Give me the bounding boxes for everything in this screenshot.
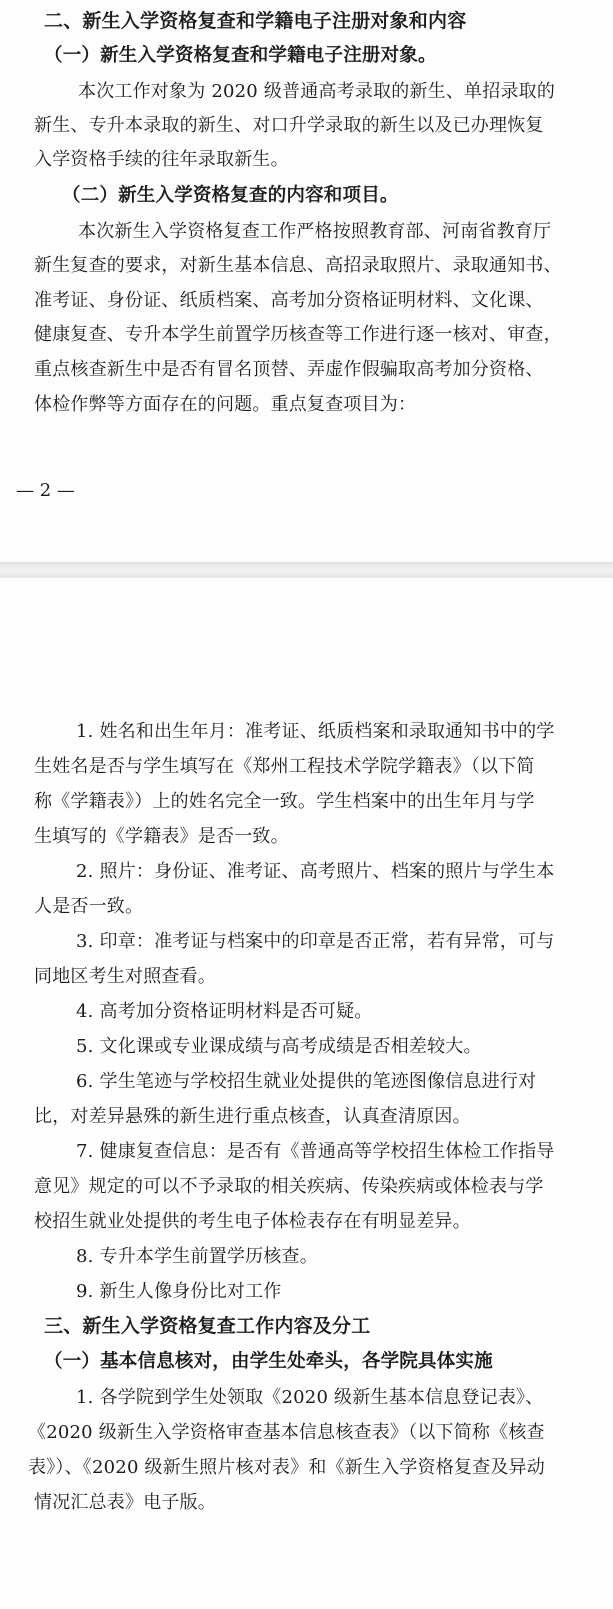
list-item: 2. 照片：身份证、准考证、高考照片、档案的照片与学生本 (76, 861, 555, 882)
paragraph-line: 准考证、身份证、纸质档案、高考加分资格证明材料、文化课、 (34, 290, 544, 311)
list-item: 6. 学生笔迹与学校招生就业处提供的笔迹图像信息进行对 (76, 1071, 537, 1092)
list-item: 意见》规定的可以不予录取的相关疾病、传染疾病或体检表与学 (34, 1176, 544, 1197)
list-item: 9. 新生人像身份比对工作 (76, 1281, 282, 1302)
list-item: 7. 健康复查信息：是否有《普通高等学校招生体检工作指导 (76, 1141, 555, 1162)
list-item: 1. 姓名和出生年月：准考证、纸质档案和录取通知书中的学 (76, 721, 555, 742)
list-item: 同地区考生对照查看。 (34, 966, 216, 987)
paragraph-line: 健康复查、专升本学生前置学历核查等工作进行逐一核对、审查， (34, 324, 562, 345)
list-item: 生姓名是否与学生填写在《郑州工程技术学院学籍表》（以下简 (34, 756, 535, 777)
paragraph-line: 1. 各学院到学生处领取《2020 级新生基本信息登记表》、 (76, 1387, 544, 1408)
subsection-heading-two: （二）新生入学资格复查的内容和项目。 (62, 185, 399, 206)
paragraph-line: 情况汇总表》电子版。 (34, 1492, 216, 1513)
page-number: — 2 — (16, 480, 75, 501)
paragraph-line: 体检作弊等方面存在的问题。重点复查项目为： (34, 394, 417, 415)
paragraph-line: 新生复查的要求，对新生基本信息、高招录取照片、录取通知书、 (34, 255, 562, 276)
paragraph-line: 《2020 级新生入学资格审查基本信息核查表》（以下简称《核查 (28, 1422, 545, 1443)
paragraph-line: 新生、专升本录取的新生、对口升学录取的新生以及已办理恢复 (34, 115, 544, 136)
subsection-heading-one: （一）新生入学资格复查和学籍电子注册对象。 (44, 45, 437, 66)
list-item: 校招生就业处提供的考生电子体检表存在有明显差异。 (34, 1211, 471, 1232)
list-item: 5. 文化课或专业课成绩与高考成绩是否相差较大。 (76, 1036, 482, 1057)
list-item: 称《学籍表》）上的姓名完全一致。学生档案中的出生年月与学 (34, 791, 535, 812)
section-heading-three: 三、新生入学资格复查工作内容及分工 (44, 1315, 371, 1337)
paragraph-line: 入学资格手续的往年录取新生。 (34, 149, 289, 170)
list-item: 8. 专升本学生前置学历核查。 (76, 1246, 318, 1267)
list-item: 4. 高考加分资格证明材料是否可疑。 (76, 1001, 373, 1022)
paragraph-line: 重点核查新生中是否有冒名顶替、弄虚作假骗取高考加分资格、 (34, 359, 544, 380)
list-item: 人是否一致。 (34, 896, 144, 917)
list-item: 生填写的《学籍表》是否一致。 (34, 826, 289, 847)
page-separator (0, 562, 613, 578)
list-item: 3. 印章：准考证与档案中的印章是否正常，若有异常，可与 (76, 931, 555, 952)
paragraph-line: 本次工作对象为 2020 级普通高考录取的新生、单招录取的 (78, 81, 556, 102)
subsection-heading-three: （一）基本信息核对，由学生处牵头，各学院具体实施 (44, 1351, 493, 1372)
section-heading-two: 二、新生入学资格复查和学籍电子注册对象和内容 (44, 10, 467, 32)
list-item: 比，对差异悬殊的新生进行重点核查，认真查清原因。 (34, 1106, 471, 1127)
paragraph-line: 表》）、《2020 级新生照片核对表》和《新生入学资格复查及异动 (28, 1457, 545, 1478)
paragraph-line: 本次新生入学资格复查工作严格按照教育部、河南省教育厅 (78, 221, 552, 242)
